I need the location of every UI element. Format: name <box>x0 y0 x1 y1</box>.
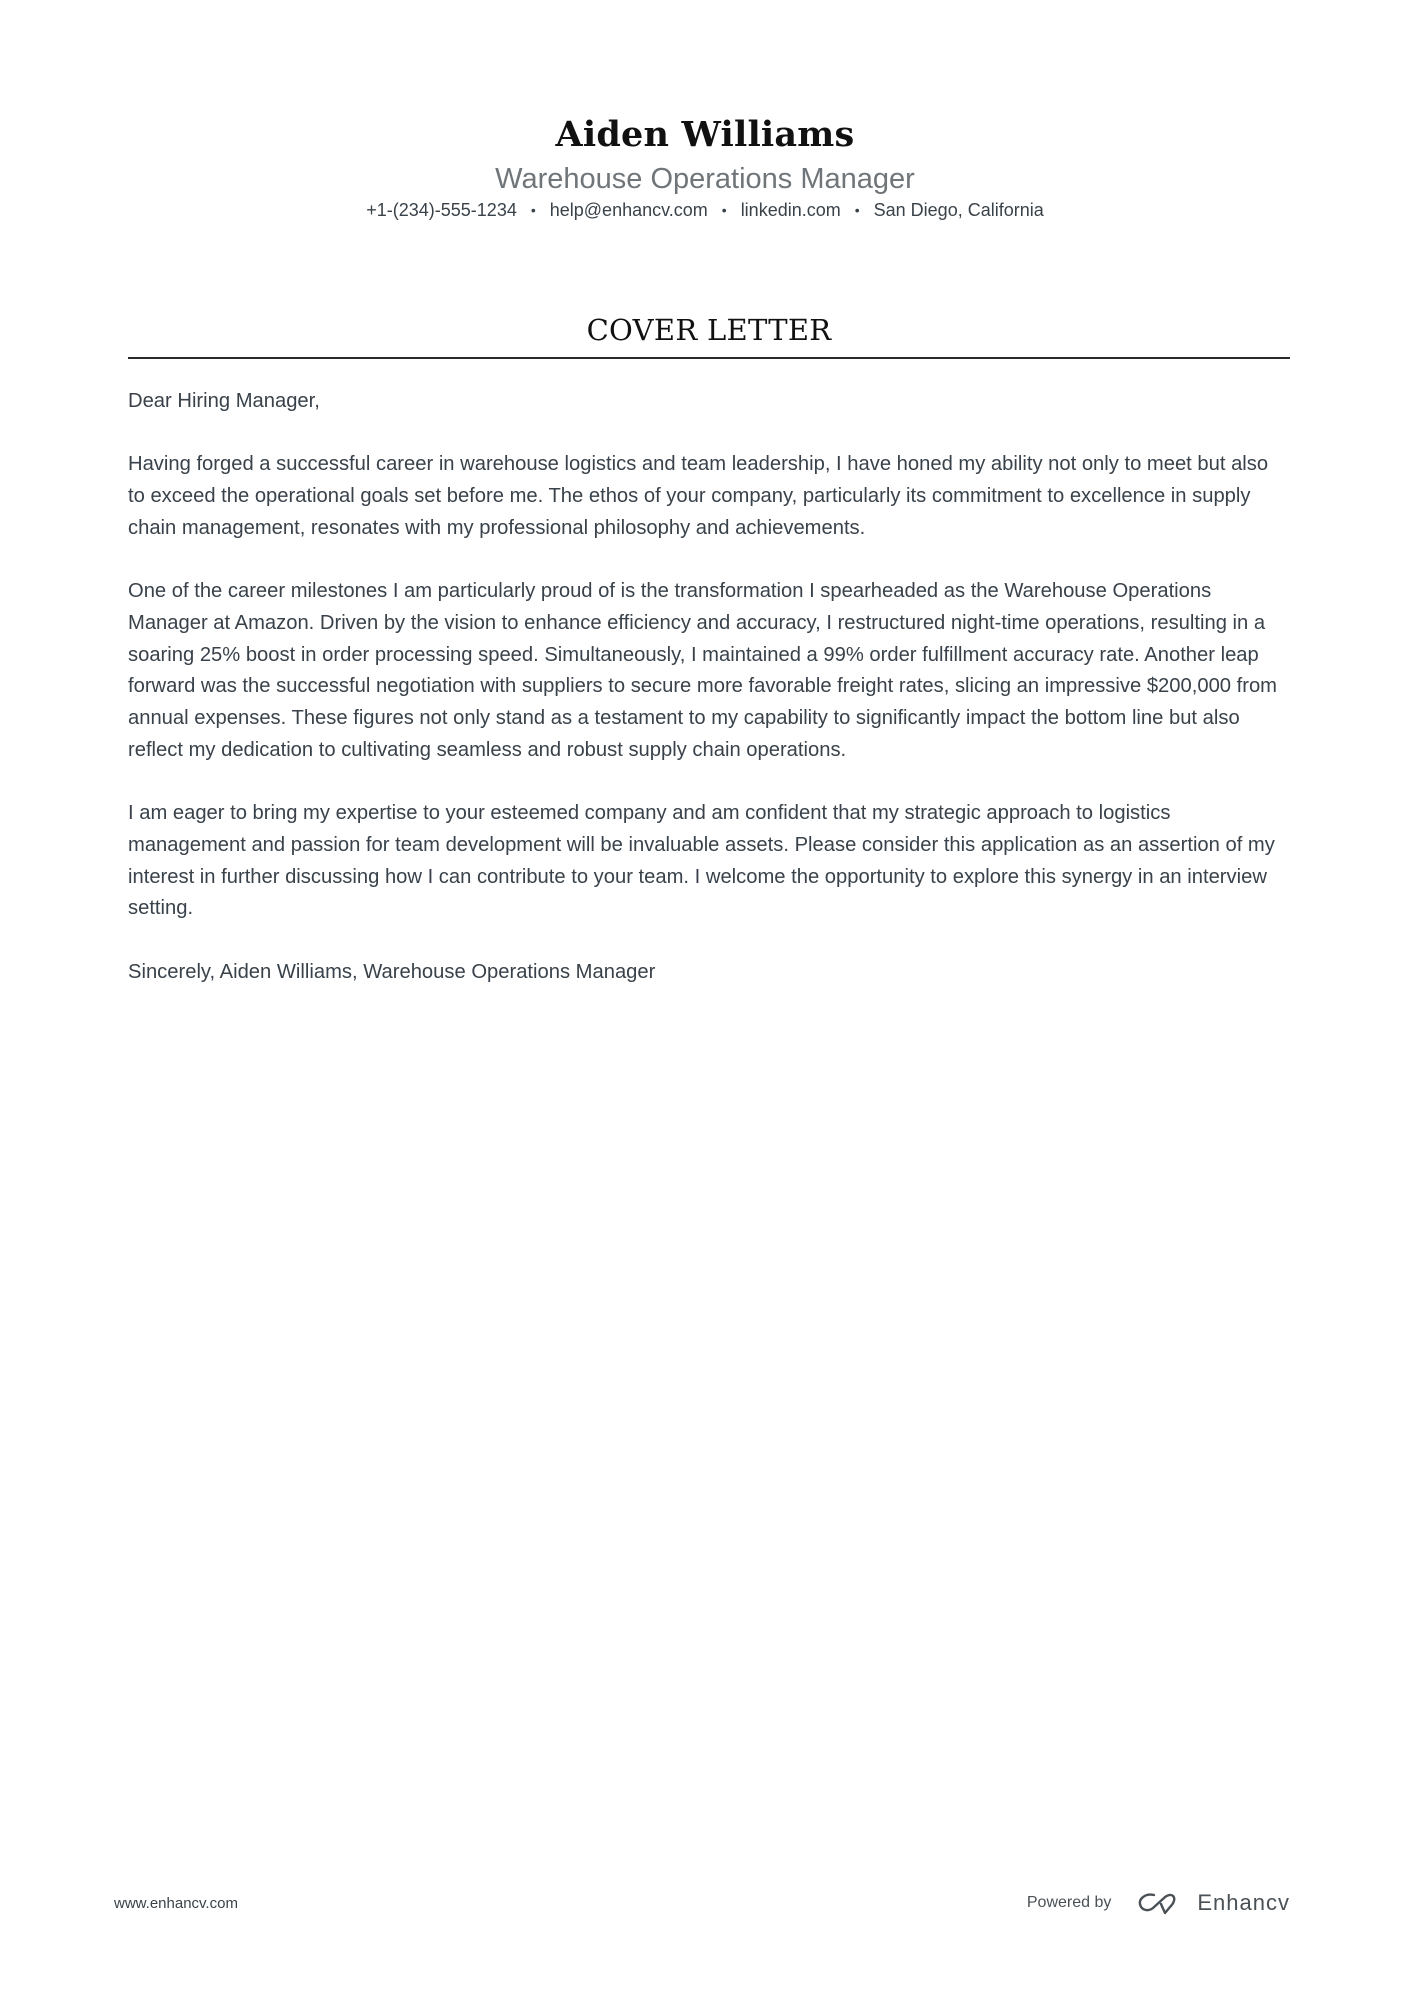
contact-line <box>0 198 1410 223</box>
footer-branding <box>1027 1885 1290 1921</box>
brand-name: Enhancv <box>1197 1890 1290 1915</box>
website-link[interactable]: linkedin.com <box>740 200 841 220</box>
enhancv-logo-icon <box>1137 1890 1185 1916</box>
header <box>0 112 1410 223</box>
section-divider <box>128 357 1290 359</box>
bullet-separator: • <box>854 202 860 218</box>
candidate-title: Warehouse Operations Manager <box>495 163 915 195</box>
powered-by-label: Powered by <box>1026 1894 1112 1911</box>
closing: Sincerely, Aiden Williams, Warehouse Operations Manager <box>128 960 656 983</box>
candidate-name: Aiden Williams <box>555 114 855 155</box>
bullet-separator: • <box>721 202 727 218</box>
salutation: Dear Hiring Manager, <box>128 390 320 412</box>
location: San Diego, California <box>873 200 1044 220</box>
bullet-separator: • <box>530 202 536 218</box>
paragraph: I am eager to bring my expertise to your esteemed company and am confident that my strategic approach to logistics management and passion for team development will be invaluable assets. Please consider this application as an assertion of my interest in further discussing how I can contribute to your team. I welcome the opportunity to explore this synergy in an interview setting. <box>128 802 1275 920</box>
email[interactable]: help@enhancv.com <box>549 200 708 220</box>
letter-body <box>128 386 1290 1020</box>
phone: +1-(234)-555-1234 <box>366 200 517 220</box>
paragraph: Having forged a successful career in warehouse logistics and team leadership, I have honed my ability not only to meet but also to exceed the operational goals set before me. The ethos of your company, particularly its commitment to excellence in supply chain management, resonates with my professional philosophy and achievements. <box>128 453 1269 539</box>
footer-website[interactable]: www.enhancv.com <box>114 1895 238 1912</box>
section-heading: COVER LETTER <box>586 313 832 347</box>
paragraph: One of the career milestones I am particularly proud of is the transformation I spearheaded as the Warehouse Operations Manager at Amazon. Driven by the vision to enhance efficiency and accuracy, I restructured night-time operations, resulting in a soaring 25% boost in order processing speed. Simultaneously, I maintained a 99% order fulfillment accuracy rate. Another leap forward was the successful negotiation with suppliers to secure more favorable freight rates, slicing an impressive $200,000 from annual expenses. These figures not only stand as a testament to my capability to significantly impact the bottom line but also reflect my dedication to cultivating seamless and robust supply chain operations. <box>128 580 1278 761</box>
